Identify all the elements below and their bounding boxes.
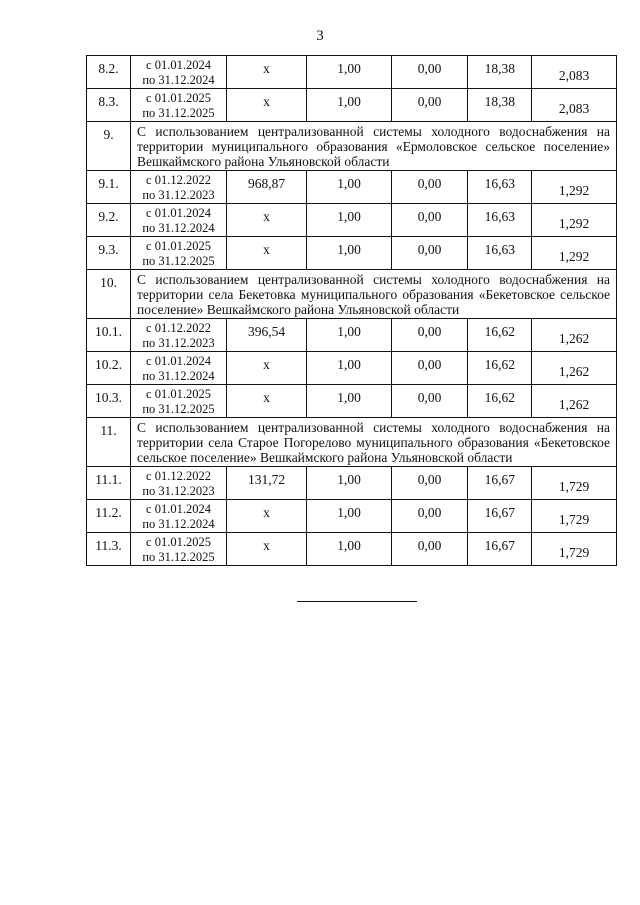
value-cell-5: 2,083 [532,56,617,89]
value-cell-4: 16,63 [468,204,532,237]
section-row [87,122,617,171]
table-row [87,171,617,204]
period-to: по 31.12.2025 [142,550,215,564]
value-cell-2: 1,00 [307,89,392,122]
value-cell-5: 1,262 [532,319,617,352]
value-cell-2: 1,00 [307,500,392,533]
item-number-cell: 9.3. [87,237,131,270]
period-cell [131,171,227,204]
value-cell-2: 1,00 [307,385,392,418]
period-from: с 01.12.2022 [146,321,211,335]
page-number: 3 [316,28,324,44]
value-cell-4: 16,67 [468,533,532,566]
period-from: с 01.01.2024 [146,502,211,516]
value-cell-2: 1,00 [307,467,392,500]
period-from: с 01.01.2024 [146,354,211,368]
item-number-cell: 9.2. [87,204,131,237]
table-row [87,56,617,89]
value-cell-5: 1,262 [532,385,617,418]
period-to: по 31.12.2025 [142,402,215,416]
period-cell [131,467,227,500]
value-cell-2: 1,00 [307,319,392,352]
period-to: по 31.12.2023 [142,484,215,498]
table-row [87,467,617,500]
item-number-cell: 11.1. [87,467,131,500]
item-number-cell: 10.1. [87,319,131,352]
item-number-cell: 11.2. [87,500,131,533]
item-number-cell: 8.3. [87,89,131,122]
period-to: по 31.12.2024 [142,369,215,383]
value-cell-1: х [227,533,307,566]
value-cell-1: 968,87 [227,171,307,204]
value-cell-3: 0,00 [392,500,468,533]
value-cell-4: 16,67 [468,467,532,500]
period-cell [131,319,227,352]
table-row [87,204,617,237]
period-cell [131,500,227,533]
item-number-cell: 10.2. [87,352,131,385]
value-cell-3: 0,00 [392,385,468,418]
period-from: с 01.01.2025 [146,535,211,549]
value-cell-1: х [227,89,307,122]
value-cell-2: 1,00 [307,352,392,385]
period-cell [131,89,227,122]
value-cell-5: 1,262 [532,352,617,385]
value-cell-5: 1,729 [532,533,617,566]
value-cell-5: 1,292 [532,237,617,270]
table-row [87,385,617,418]
value-cell-3: 0,00 [392,533,468,566]
period-from: с 01.01.2025 [146,91,211,105]
section-description-cell: С использованием централизованной системы холодного водоснабжения на территории села Бекетовка муниципального образования «Бекетовское сельское поселение» Вешкаймского района Ульяновской области [131,270,617,319]
value-cell-1: х [227,237,307,270]
period-cell [131,533,227,566]
period-to: по 31.12.2025 [142,106,215,120]
period-to: по 31.12.2024 [142,517,215,531]
value-cell-2: 1,00 [307,533,392,566]
period-from: с 01.12.2022 [146,173,211,187]
period-from: с 01.01.2024 [146,58,211,72]
value-cell-1: х [227,385,307,418]
tariff-table [86,55,617,566]
section-number-cell: 9. [87,122,131,171]
value-cell-2: 1,00 [307,171,392,204]
table-row [87,237,617,270]
value-cell-1: 131,72 [227,467,307,500]
value-cell-5: 1,292 [532,171,617,204]
section-row [87,270,617,319]
period-cell [131,237,227,270]
value-cell-3: 0,00 [392,56,468,89]
period-to: по 31.12.2024 [142,73,215,87]
value-cell-2: 1,00 [307,237,392,270]
period-cell [131,385,227,418]
table-row [87,533,617,566]
item-number-cell: 9.1. [87,171,131,204]
period-cell [131,56,227,89]
item-number-cell: 11.3. [87,533,131,566]
value-cell-1: 396,54 [227,319,307,352]
table-row [87,89,617,122]
value-cell-3: 0,00 [392,237,468,270]
period-from: с 01.01.2025 [146,239,211,253]
period-to: по 31.12.2025 [142,254,215,268]
value-cell-3: 0,00 [392,204,468,237]
value-cell-1: х [227,56,307,89]
section-row [87,418,617,467]
period-from: с 01.12.2022 [146,469,211,483]
period-to: по 31.12.2023 [142,188,215,202]
table-row [87,319,617,352]
section-description-cell: С использованием централизованной системы холодного водоснабжения на территории муниципального образования «Ермоловское сельское поселение» Вешкаймского района Ульяновской области [131,122,617,171]
section-number-cell: 11. [87,418,131,467]
period-cell [131,352,227,385]
section-number-cell: 10. [87,270,131,319]
value-cell-3: 0,00 [392,319,468,352]
value-cell-4: 18,38 [468,89,532,122]
value-cell-5: 2,083 [532,89,617,122]
end-of-table-rule [297,601,417,602]
value-cell-4: 16,62 [468,352,532,385]
value-cell-1: х [227,204,307,237]
item-number-cell: 10.3. [87,385,131,418]
period-cell [131,204,227,237]
table-row [87,500,617,533]
period-from: с 01.01.2024 [146,206,211,220]
value-cell-1: х [227,500,307,533]
value-cell-3: 0,00 [392,467,468,500]
value-cell-5: 1,729 [532,500,617,533]
value-cell-4: 16,62 [468,319,532,352]
period-to: по 31.12.2024 [142,221,215,235]
value-cell-2: 1,00 [307,204,392,237]
value-cell-4: 16,62 [468,385,532,418]
value-cell-5: 1,292 [532,204,617,237]
section-description-cell: С использованием централизованной системы холодного водоснабжения на территории села Старое Погорелово муниципального образования «Бекетовское сельское поселение» Вешкаймского района Ульяновской области [131,418,617,467]
value-cell-2: 1,00 [307,56,392,89]
value-cell-4: 16,67 [468,500,532,533]
value-cell-3: 0,00 [392,171,468,204]
period-to: по 31.12.2023 [142,336,215,350]
value-cell-4: 16,63 [468,171,532,204]
period-from: с 01.01.2025 [146,387,211,401]
value-cell-3: 0,00 [392,89,468,122]
value-cell-4: 16,63 [468,237,532,270]
table-row [87,352,617,385]
value-cell-5: 1,729 [532,467,617,500]
tariff-table-body [87,56,617,566]
item-number-cell: 8.2. [87,56,131,89]
value-cell-3: 0,00 [392,352,468,385]
value-cell-4: 18,38 [468,56,532,89]
value-cell-1: х [227,352,307,385]
